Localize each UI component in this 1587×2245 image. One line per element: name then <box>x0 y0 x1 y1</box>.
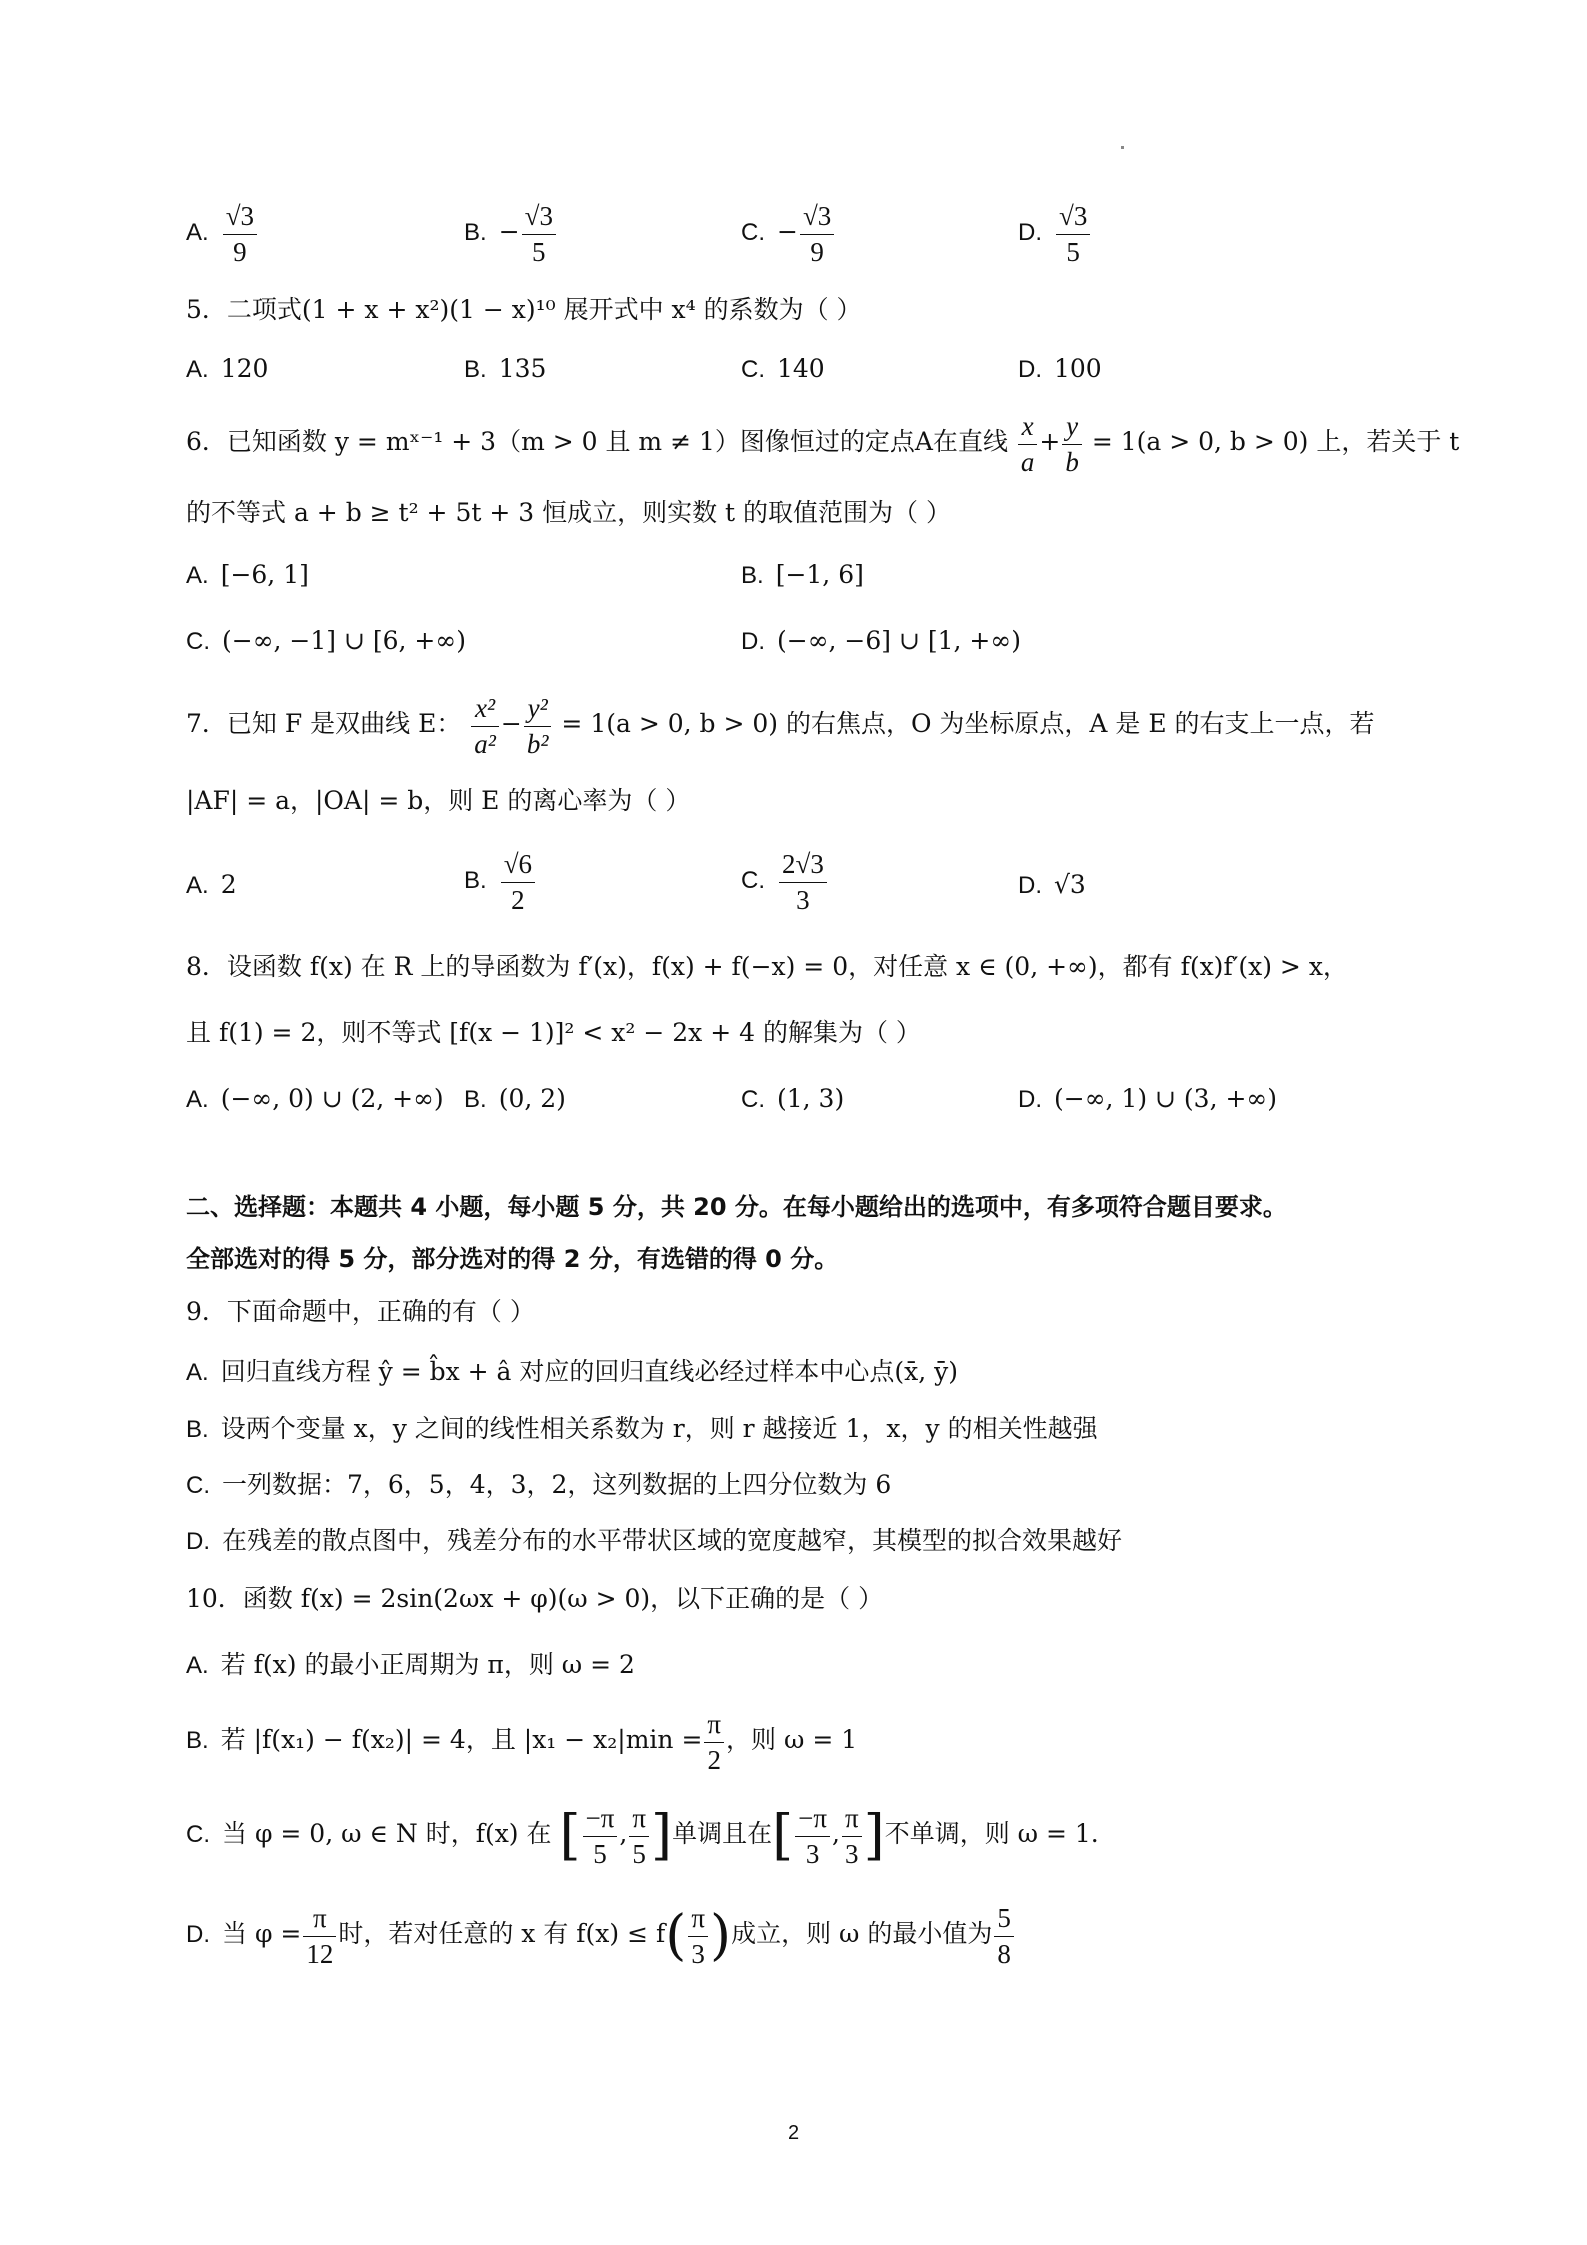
q7-option-d[interactable]: D. √3 <box>1018 870 1086 899</box>
q8-option-d[interactable]: D. (−∞, 1) ∪ (3, +∞) <box>1018 1084 1277 1113</box>
fraction: $\frac{√3}{9}$ <box>223 198 257 269</box>
fraction: $\frac{√3}{5}$ <box>522 198 556 269</box>
q5-option-b[interactable]: B. 135 <box>464 354 547 383</box>
section2-heading-line2: 全部选对的得 5 分，部分选对的得 2 分，有选错的得 0 分。 <box>186 1245 839 1273</box>
q4-option-b[interactable]: B. − $\frac{√3}{5}$ <box>464 198 558 269</box>
q6-stem-line1: 6．已知函数 y = mˣ⁻¹ + 3（m > 0 且 m ≠ 1）图像恒过的定点A在直线 $\frac{x}{a}$ + $\frac{y}{b}$ = 1(a > 0, b > 0) 上，若关于 t <box>186 408 1459 479</box>
q6-stem-line2: 的不等式 a + b ≥ t² + 5t + 3 恒成立，则实数 t 的取值范围为（ ） <box>186 498 951 527</box>
q8-option-a[interactable]: A. (−∞, 0) ∪ (2, +∞) <box>186 1084 444 1113</box>
q9-stem: 9．下面命题中，正确的有（ ） <box>186 1297 535 1326</box>
q7-stem-line2: |AF| = a，|OA| = b，则 E 的离心率为（ ） <box>186 786 691 815</box>
fraction: $\frac{\pi}{12}$ <box>303 1900 336 1971</box>
q7-option-a[interactable]: A. 2 <box>186 870 237 899</box>
fraction: $\frac{\text{x²}}{\text{a²}}$ <box>471 690 499 761</box>
q8-option-c[interactable]: C. (1, 3) <box>741 1084 845 1113</box>
page-number: 2 <box>787 2122 800 2144</box>
q9-option-c[interactable]: C. 一列数据：7，6，5，4，3，2，这列数据的上四分位数为 6 <box>186 1470 892 1499</box>
fraction: $\frac{√6}{2}$ <box>501 846 535 917</box>
fraction: $\frac{\pi}{5}$ <box>629 1800 649 1871</box>
q4-option-a[interactable]: A. $\frac{√3}{9}$ <box>186 198 259 269</box>
q10-option-c[interactable]: C. 当 φ = 0, ω ∈ N 时，f(x) 在 [ $\frac{-\pi}{5}$ , $\frac{\pi}{5}$ ]单调且在[ $\frac{-\pi}{3}$ , $\frac{\pi}{3}$ ]不单调，则 ω = 1. <box>186 1800 1099 1871</box>
q10-option-b[interactable]: B. 若 |f(x₁) − f(x₂)| = 4，且 |x₁ − x₂|min = $\frac{\pi}{2}$ ，则 ω = 1 <box>186 1706 857 1777</box>
fraction: $\frac{\pi}{2}$ <box>704 1706 724 1777</box>
q6-option-a[interactable]: A. [−6, 1] <box>186 560 309 589</box>
q7-option-b[interactable]: B. $\frac{√6}{2}$ <box>464 846 537 917</box>
fraction: $\frac{y}{b}$ <box>1062 408 1082 479</box>
q5-option-c[interactable]: C. 140 <box>741 354 825 383</box>
q7-stem-line1: 7．已知 F 是双曲线 E： $\frac{\text{x²}}{\text{a²}}$ − $\frac{\text{y²}}{\text{b²}}$ = 1(a > 0, b > 0) 的右焦点，O 为坐标原点，A 是 E 的右支上一点，若 <box>186 690 1375 761</box>
q9-option-b[interactable]: B. 设两个变量 x，y 之间的线性相关系数为 r，则 r 越接近 1，x，y 的相关性越强 <box>186 1414 1098 1443</box>
fraction: $\frac{\pi}{3}$ <box>688 1900 708 1971</box>
q10-option-a[interactable]: A. 若 f(x) 的最小正周期为 π，则 ω = 2 <box>186 1650 635 1679</box>
q7-option-c[interactable]: C. $\frac{2√3}{3}$ <box>741 846 829 917</box>
q9-option-d[interactable]: D. 在残差的散点图中，残差分布的水平带状区域的宽度越窄，其模型的拟合效果越好 <box>186 1526 1123 1555</box>
q5-stem: 5．二项式(1 + x + x²)(1 − x)¹⁰ 展开式中 x⁴ 的系数为（ ） <box>186 295 862 324</box>
q8-stem-line1: 8．设函数 f(x) 在 R 上的导函数为 f′(x)，f(x) + f(−x) = 0，对任意 x ∈ (0, +∞)，都有 f(x)f′(x) > x， <box>186 952 1348 981</box>
fraction: $\frac{-\pi}{5}$ <box>583 1800 618 1871</box>
fraction: $\frac{√3}{5}$ <box>1056 198 1090 269</box>
fraction: $\frac{5}{8}$ <box>994 1900 1014 1971</box>
q10-option-d[interactable]: D. 当 φ = $\frac{\pi}{12}$ 时，若对任意的 x 有 f(x) ≤ f( $\frac{\pi}{3}$ )成立，则 ω 的最小值为 $\frac{5}{8}$ <box>186 1900 1016 1971</box>
fraction: $\frac{\pi}{3}$ <box>842 1800 862 1871</box>
q6-option-b[interactable]: B. [−1, 6] <box>741 560 864 589</box>
section2-heading-line1: 二、选择题：本题共 4 小题，每小题 5 分，共 20 分。在每小题给出的选项中，有多项符合题目要求。 <box>186 1193 1287 1221</box>
q5-option-d[interactable]: D. 100 <box>1018 354 1102 383</box>
q9-option-a[interactable]: A. 回归直线方程 ŷ = b̂x + â 对应的回归直线必经过样本中心点(x̄, ȳ) <box>186 1357 959 1386</box>
fraction: $\frac{-\pi}{3}$ <box>795 1800 830 1871</box>
q6-option-c[interactable]: C. (−∞, −1] ∪ [6, +∞) <box>186 626 466 655</box>
q5-option-a[interactable]: A. 120 <box>186 354 269 383</box>
q8-option-b[interactable]: B. (0, 2) <box>464 1084 566 1113</box>
q8-stem-line2: 且 f(1) = 2，则不等式 [f(x − 1)]² < x² − 2x + 4 的解集为（ ） <box>186 1018 921 1047</box>
q6-option-d[interactable]: D. (−∞, −6] ∪ [1, +∞) <box>741 626 1021 655</box>
fraction: $\frac{√3}{9}$ <box>800 198 834 269</box>
fraction: $\frac{x}{a}$ <box>1018 408 1038 479</box>
q4-option-c[interactable]: C. − $\frac{√3}{9}$ <box>741 198 836 269</box>
scan-mark <box>1121 146 1124 149</box>
q4-option-d[interactable]: D. $\frac{√3}{5}$ <box>1018 198 1092 269</box>
fraction: $\frac{\text{y²}}{\text{b²}}$ <box>524 690 552 761</box>
fraction: $\frac{2√3}{3}$ <box>779 846 827 917</box>
q10-stem: 10．函数 f(x) = 2sin(2ωx + φ)(ω > 0)，以下正确的是（ ） <box>186 1584 884 1613</box>
